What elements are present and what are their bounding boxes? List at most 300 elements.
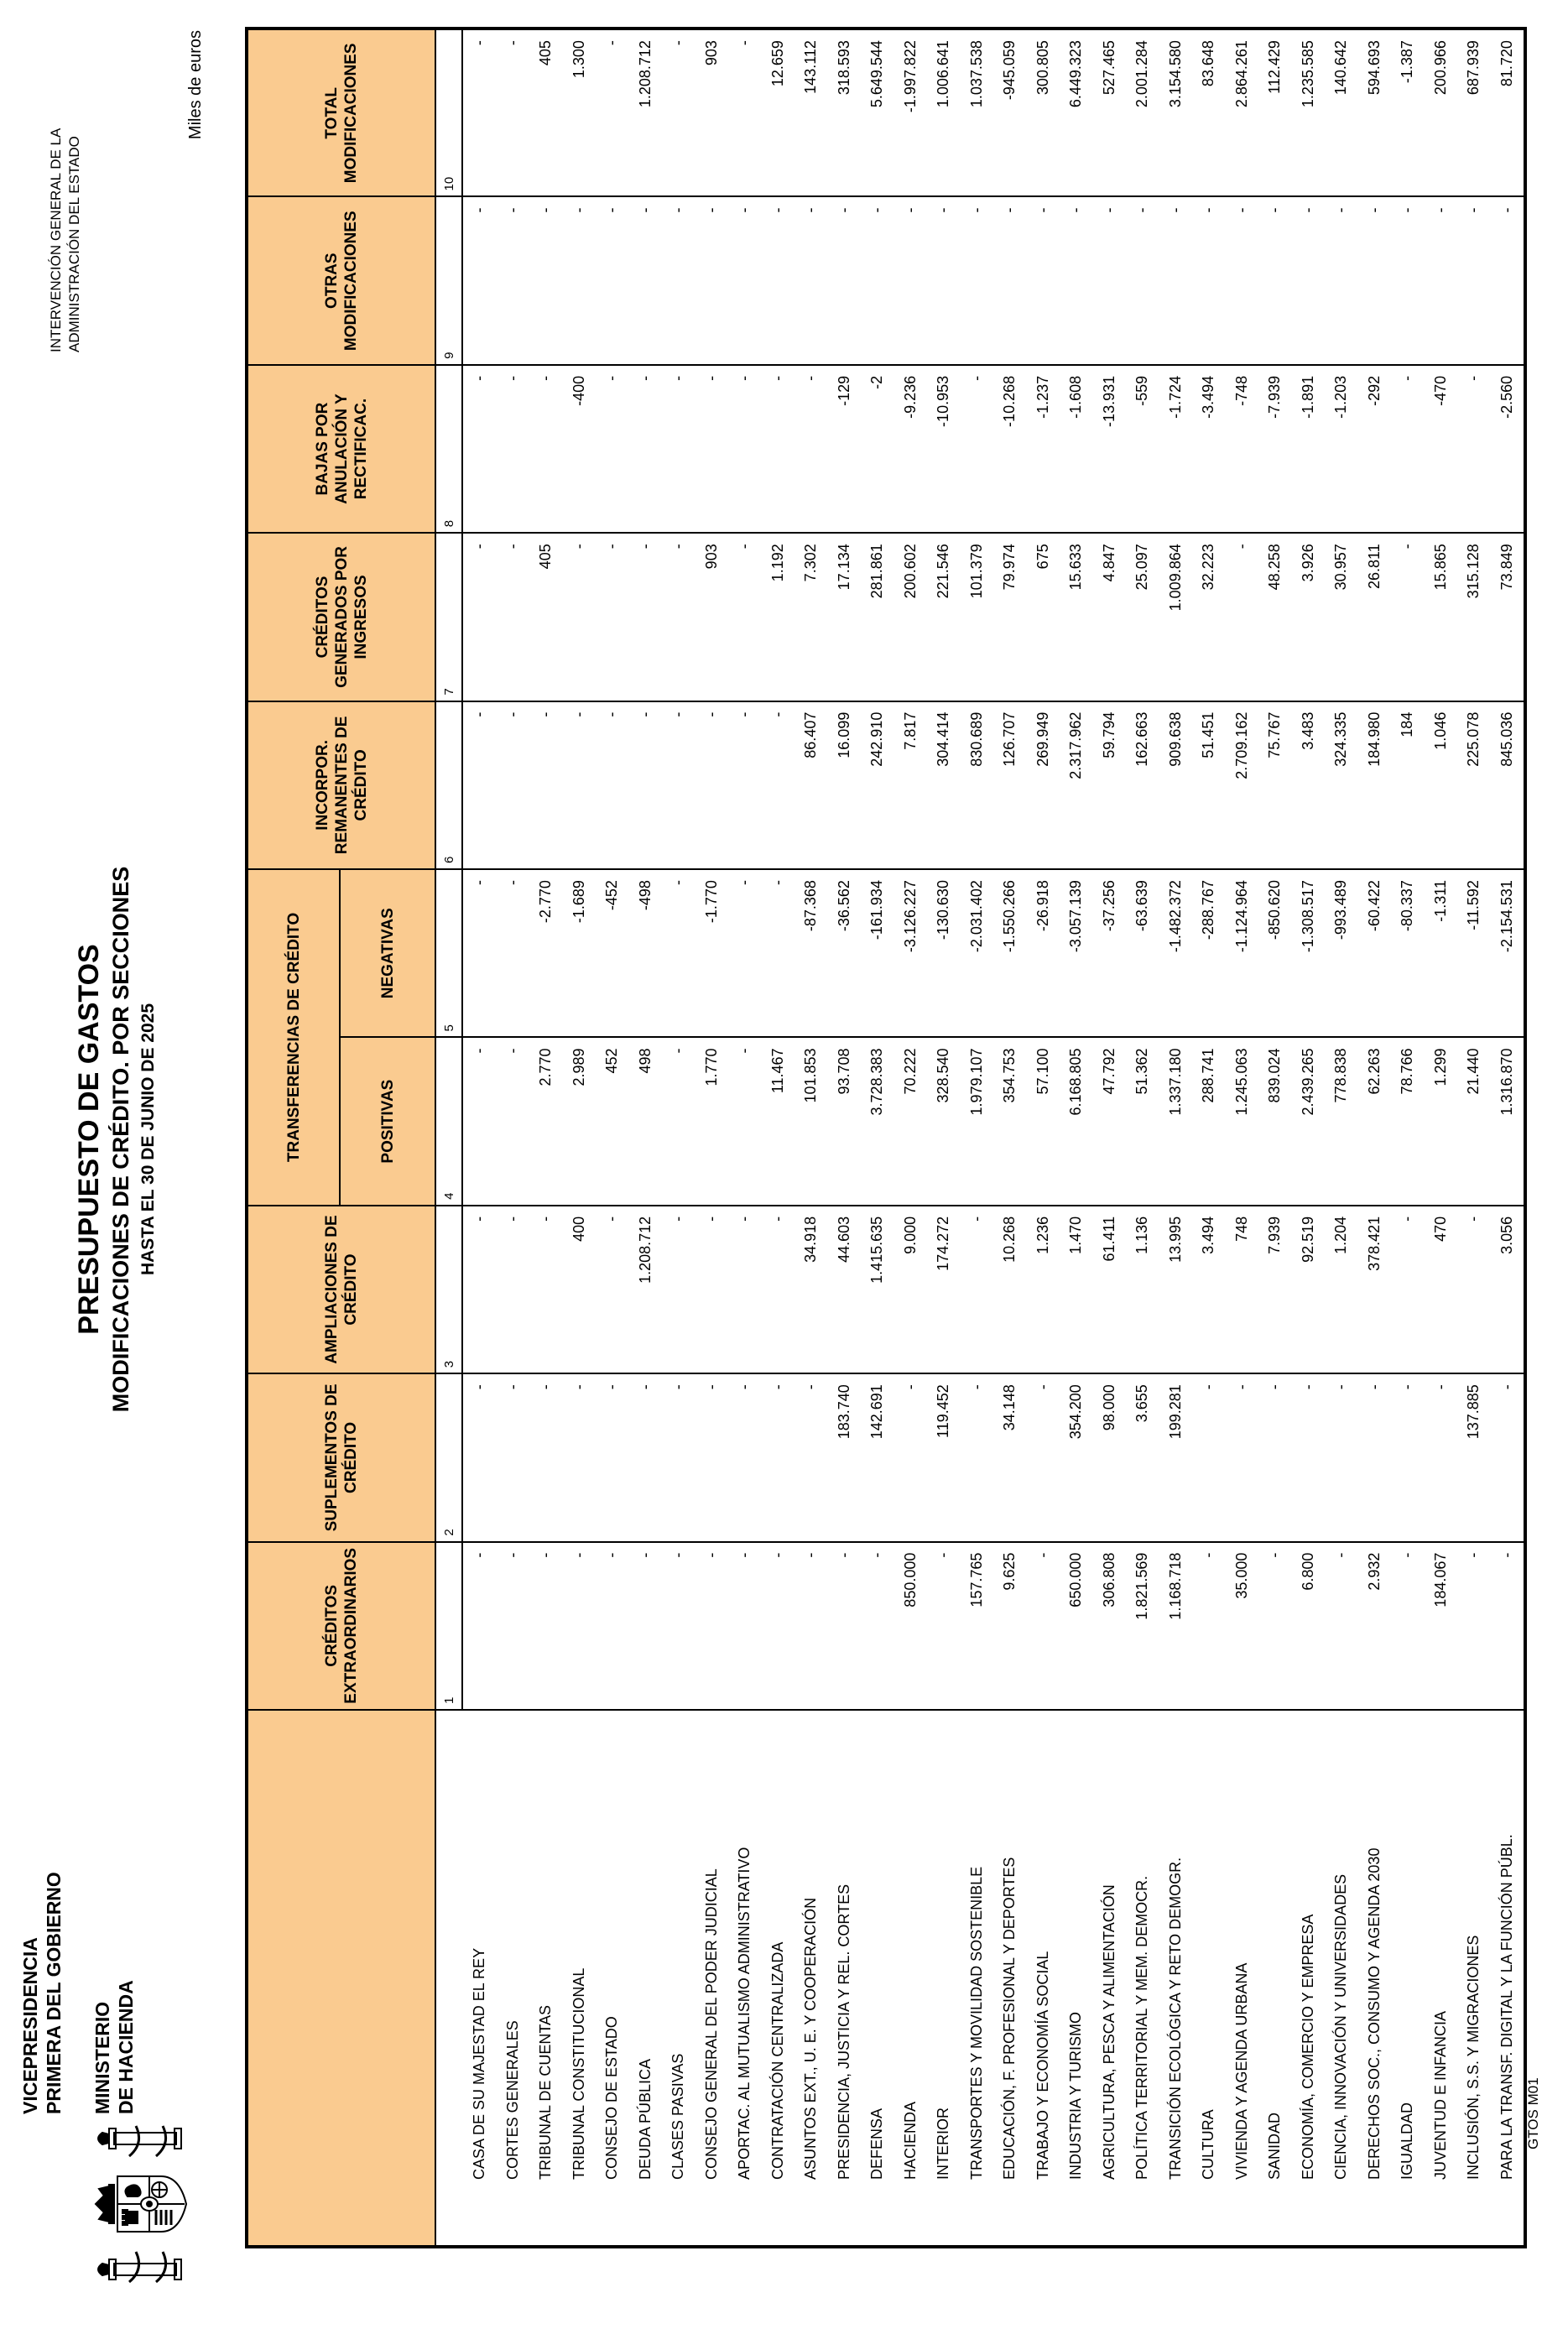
value-cell: 527.465 — [1093, 29, 1127, 196]
value-cell: 903 — [695, 29, 729, 196]
value-cell: 25.097 — [1126, 533, 1159, 701]
value-cell: -1.482.372 — [1159, 869, 1193, 1037]
column-number-blank — [435, 1710, 462, 2247]
value-cell: 1.470 — [1060, 1206, 1093, 1373]
table-row — [1258, 29, 1292, 2247]
value-cell: - — [1391, 365, 1425, 533]
value-cell: -13.931 — [1093, 365, 1127, 533]
value-cell: - — [462, 196, 497, 364]
value-cell: - — [695, 1206, 729, 1373]
value-cell: 328.540 — [927, 1037, 961, 1205]
table-row — [662, 29, 695, 2247]
value-cell: - — [1126, 196, 1159, 364]
table-row — [1159, 29, 1193, 2247]
value-cell: 850.000 — [894, 1542, 928, 1710]
column-number: 1 — [435, 1542, 462, 1710]
value-cell: 34.918 — [794, 1206, 828, 1373]
column-subheader: POSITIVAS — [340, 1037, 435, 1205]
section-label: APORTAC. AL MUTUALISMO ADMINISTRATIVO — [728, 1710, 762, 2247]
value-cell: 748 — [1226, 1206, 1259, 1373]
value-cell: - — [662, 869, 695, 1037]
column-header: INCORPOR. REMANENTES DE CRÉDITO — [247, 701, 435, 869]
value-cell: - — [1292, 196, 1326, 364]
value-cell: - — [1391, 196, 1425, 364]
value-cell: 47.792 — [1093, 1037, 1127, 1205]
value-cell: - — [794, 365, 828, 533]
value-cell: -129 — [828, 365, 862, 533]
value-cell: - — [794, 1373, 828, 1541]
value-cell: 378.421 — [1358, 1206, 1392, 1373]
value-cell: - — [1325, 1373, 1358, 1541]
value-cell: -10.953 — [927, 365, 961, 533]
value-cell: - — [497, 1373, 530, 1541]
value-cell: -1.308.517 — [1292, 869, 1326, 1037]
value-cell: - — [861, 1542, 894, 1710]
value-cell: 2.001.284 — [1126, 29, 1159, 196]
table-row — [993, 29, 1027, 2247]
table-row — [1126, 29, 1159, 2247]
value-cell: 1.299 — [1425, 1037, 1458, 1205]
table-row — [1226, 29, 1259, 2247]
column-number: 9 — [435, 196, 462, 364]
value-cell: - — [596, 365, 629, 533]
value-cell: 281.861 — [861, 533, 894, 701]
section-label: CONTRATACIÓN CENTRALIZADA — [762, 1710, 795, 2247]
value-cell: - — [563, 1373, 596, 1541]
value-cell: 184 — [1391, 701, 1425, 869]
table-row — [728, 29, 762, 2247]
value-cell: 57.100 — [1027, 1037, 1060, 1205]
value-cell: 184.980 — [1358, 701, 1392, 869]
value-cell: -1.203 — [1325, 365, 1358, 533]
value-cell: - — [1425, 196, 1458, 364]
value-cell: 157.765 — [961, 1542, 994, 1710]
value-cell: - — [695, 701, 729, 869]
value-cell: -748 — [1226, 365, 1259, 533]
value-cell: - — [497, 29, 530, 196]
value-cell: - — [1027, 1542, 1060, 1710]
value-cell: 225.078 — [1457, 701, 1491, 869]
value-cell: 306.808 — [1093, 1542, 1127, 1710]
value-cell: - — [728, 1542, 762, 1710]
value-cell: 9.000 — [894, 1206, 928, 1373]
value-cell: - — [529, 1542, 563, 1710]
value-cell: - — [529, 196, 563, 364]
value-cell: - — [529, 365, 563, 533]
ministry-line: VICEPRESIDENCIA — [19, 1937, 41, 2114]
section-label: IGUALDAD — [1391, 1710, 1425, 2247]
value-cell: 2.439.265 — [1292, 1037, 1326, 1205]
value-cell: - — [861, 196, 894, 364]
value-cell: - — [762, 1542, 795, 1710]
value-cell: 242.910 — [861, 701, 894, 869]
value-cell: - — [1226, 533, 1259, 701]
section-label: CULTURA — [1192, 1710, 1226, 2247]
value-cell: 7.817 — [894, 701, 928, 869]
table-row — [529, 29, 563, 2247]
value-cell: -1.124.964 — [1226, 869, 1259, 1037]
page-date-line: HASTA EL 30 DE JUNIO DE 2025 — [138, 1003, 158, 1276]
table-row — [1325, 29, 1358, 2247]
value-cell: -292 — [1358, 365, 1392, 533]
table-row — [1027, 29, 1060, 2247]
value-cell: - — [828, 1542, 862, 1710]
section-label: PRESIDENCIA, JUSTICIA Y REL. CORTES — [828, 1710, 862, 2247]
value-cell: 98.000 — [1093, 1373, 1127, 1541]
value-cell: -11.592 — [1457, 869, 1491, 1037]
value-cell: - — [1358, 196, 1392, 364]
value-cell: -288.767 — [1192, 869, 1226, 1037]
value-cell: 3.926 — [1292, 533, 1326, 701]
value-cell: - — [1258, 1542, 1292, 1710]
column-number: 4 — [435, 1037, 462, 1205]
value-cell: -3.126.227 — [894, 869, 928, 1037]
value-cell: -1.724 — [1159, 365, 1193, 533]
section-label: ECONOMÍA, COMERCIO Y EMPRESA — [1292, 1710, 1326, 2247]
value-cell: - — [1457, 1542, 1491, 1710]
column-number: 8 — [435, 365, 462, 533]
value-cell: 51.362 — [1126, 1037, 1159, 1205]
value-cell: -1.891 — [1292, 365, 1326, 533]
section-label: TRANSICIÓN ECOLÓGICA Y RETO DEMOGR. — [1159, 1710, 1193, 2247]
column-number: 10 — [435, 29, 462, 196]
value-cell: -559 — [1126, 365, 1159, 533]
value-cell: - — [1325, 1542, 1358, 1710]
value-cell: - — [695, 1373, 729, 1541]
value-cell: - — [662, 196, 695, 364]
value-cell: - — [1491, 196, 1526, 364]
value-cell: 778.838 — [1325, 1037, 1358, 1205]
value-cell: 1.236 — [1027, 1206, 1060, 1373]
budget-table — [245, 27, 1527, 2248]
column-header: CRÉDITOS GENERADOS POR INGRESOS — [247, 533, 435, 701]
value-cell: - — [762, 1373, 795, 1541]
column-group-header: TRANSFERENCIAS DE CRÉDITO — [247, 869, 340, 1206]
section-column-header — [247, 1710, 435, 2247]
value-cell: - — [529, 1206, 563, 1373]
value-cell: - — [961, 365, 994, 533]
value-cell: 909.638 — [1159, 701, 1193, 869]
value-cell: -161.934 — [861, 869, 894, 1037]
value-cell: - — [629, 1373, 663, 1541]
value-cell: - — [695, 1542, 729, 1710]
value-cell: - — [629, 196, 663, 364]
value-cell: -37.256 — [1093, 869, 1127, 1037]
value-cell: - — [662, 1037, 695, 1205]
value-cell: -1.237 — [1027, 365, 1060, 533]
table-row — [1093, 29, 1127, 2247]
value-cell: - — [596, 29, 629, 196]
value-cell: - — [728, 869, 762, 1037]
section-label: CIENCIA, INNOVACIÓN Y UNIVERSIDADES — [1325, 1710, 1358, 2247]
column-number: 2 — [435, 1373, 462, 1541]
value-cell: -26.918 — [1027, 869, 1060, 1037]
section-label: TRANSPORTES Y MOVILIDAD SOSTENIBLE — [961, 1710, 994, 2247]
value-cell: 839.024 — [1258, 1037, 1292, 1205]
table-row — [629, 29, 663, 2247]
value-cell: 48.258 — [1258, 533, 1292, 701]
value-cell: - — [927, 196, 961, 364]
value-cell: 93.708 — [828, 1037, 862, 1205]
value-cell: - — [1491, 1542, 1526, 1710]
value-cell: 101.853 — [794, 1037, 828, 1205]
value-cell: 354.753 — [993, 1037, 1027, 1205]
value-cell: -850.620 — [1258, 869, 1292, 1037]
value-cell: -7.939 — [1258, 365, 1292, 533]
value-cell: - — [961, 196, 994, 364]
table-row — [1358, 29, 1392, 2247]
value-cell: - — [1457, 1206, 1491, 1373]
value-cell: 73.849 — [1491, 533, 1526, 701]
value-cell: - — [1027, 1373, 1060, 1541]
value-cell: 269.949 — [1027, 701, 1060, 869]
value-cell: - — [728, 196, 762, 364]
value-cell: -1.387 — [1391, 29, 1425, 196]
value-cell: 1.235.585 — [1292, 29, 1326, 196]
table-row — [927, 29, 961, 2247]
value-cell: - — [1226, 196, 1259, 364]
value-cell: -2.560 — [1491, 365, 1526, 533]
value-cell: 1.770 — [695, 1037, 729, 1205]
value-cell: 6.800 — [1292, 1542, 1326, 1710]
value-cell: - — [497, 701, 530, 869]
table-row — [1060, 29, 1093, 2247]
value-cell: 81.720 — [1491, 29, 1526, 196]
value-cell: 32.223 — [1192, 533, 1226, 701]
value-cell: - — [1192, 1542, 1226, 1710]
value-cell: -80.337 — [1391, 869, 1425, 1037]
value-cell: 21.440 — [1457, 1037, 1491, 1205]
value-cell: 1.037.538 — [961, 29, 994, 196]
table-row — [894, 29, 928, 2247]
section-label: PARA LA TRANSF. DIGITAL Y LA FUNCIÓN PÚBL. — [1491, 1710, 1526, 2247]
value-cell: - — [762, 869, 795, 1037]
table-row — [1391, 29, 1425, 2247]
value-cell: - — [961, 1206, 994, 1373]
value-cell: 119.452 — [927, 1373, 961, 1541]
value-cell: - — [462, 1037, 497, 1205]
value-cell: - — [728, 365, 762, 533]
value-cell: - — [629, 701, 663, 869]
value-cell: 1.300 — [563, 29, 596, 196]
column-number: 7 — [435, 533, 462, 701]
value-cell: - — [462, 1373, 497, 1541]
value-cell: - — [662, 365, 695, 533]
value-cell: - — [762, 196, 795, 364]
section-label: ASUNTOS EXT., U. E. Y COOPERACIÓN — [794, 1710, 828, 2247]
value-cell: - — [662, 1206, 695, 1373]
value-cell: 2.317.962 — [1060, 701, 1093, 869]
section-label: DEUDA PÚBLICA — [629, 1710, 663, 2247]
value-cell: 59.794 — [1093, 701, 1127, 869]
value-cell: - — [1093, 196, 1127, 364]
value-cell: - — [894, 196, 928, 364]
value-cell: 62.263 — [1358, 1037, 1392, 1205]
section-label: SANIDAD — [1258, 1710, 1292, 2247]
value-cell: - — [794, 1542, 828, 1710]
value-cell: - — [462, 365, 497, 533]
title-block — [72, 0, 161, 2329]
section-label: JUVENTUD E INFANCIA — [1425, 1710, 1458, 2247]
value-cell: - — [497, 869, 530, 1037]
value-cell: - — [497, 365, 530, 533]
value-cell: - — [762, 1206, 795, 1373]
value-cell: - — [596, 196, 629, 364]
value-cell: 101.379 — [961, 533, 994, 701]
value-cell: - — [1391, 533, 1425, 701]
section-label: HACIENDA — [894, 1710, 928, 2247]
value-cell: - — [728, 1206, 762, 1373]
value-cell: - — [1425, 1373, 1458, 1541]
value-cell: -1.550.266 — [993, 869, 1027, 1037]
column-subheader: NEGATIVAS — [340, 869, 435, 1037]
value-cell: 675 — [1027, 533, 1060, 701]
column-header: SUPLEMENTOS DE CRÉDITO — [247, 1373, 435, 1541]
value-cell: 61.411 — [1093, 1206, 1127, 1373]
value-cell: 51.451 — [1192, 701, 1226, 869]
value-cell: 200.602 — [894, 533, 928, 701]
value-cell: 3.483 — [1292, 701, 1326, 869]
value-cell: -2.770 — [529, 869, 563, 1037]
value-cell: - — [728, 701, 762, 869]
value-cell: - — [728, 533, 762, 701]
value-cell: 78.766 — [1391, 1037, 1425, 1205]
value-cell: 1.979.107 — [961, 1037, 994, 1205]
value-cell: 44.603 — [828, 1206, 862, 1373]
value-cell: 6.449.323 — [1060, 29, 1093, 196]
value-cell: 162.663 — [1126, 701, 1159, 869]
budget-table-body — [462, 29, 1525, 2247]
value-cell: 184.067 — [1425, 1542, 1458, 1710]
value-cell: 5.649.544 — [861, 29, 894, 196]
value-cell: 221.546 — [927, 533, 961, 701]
value-cell: 35.000 — [1226, 1542, 1259, 1710]
value-cell: 183.740 — [828, 1373, 862, 1541]
value-cell: - — [462, 869, 497, 1037]
section-label: INDUSTRIA Y TURISMO — [1060, 1710, 1093, 2247]
table-row — [596, 29, 629, 2247]
value-cell: 26.811 — [1358, 533, 1392, 701]
value-cell: -36.562 — [828, 869, 862, 1037]
value-cell: -2 — [861, 365, 894, 533]
section-label: CONSEJO DE ESTADO — [596, 1710, 629, 2247]
value-cell: 315.128 — [1457, 533, 1491, 701]
value-cell: - — [695, 196, 729, 364]
value-cell: - — [1060, 196, 1093, 364]
table-row — [794, 29, 828, 2247]
value-cell: 405 — [529, 533, 563, 701]
value-cell: 142.691 — [861, 1373, 894, 1541]
table-row — [762, 29, 795, 2247]
value-cell: - — [662, 29, 695, 196]
value-cell: -9.236 — [894, 365, 928, 533]
value-cell: - — [497, 1037, 530, 1205]
value-cell: - — [497, 1206, 530, 1373]
value-cell: - — [662, 1373, 695, 1541]
value-cell: 650.000 — [1060, 1542, 1093, 1710]
value-cell: - — [1027, 196, 1060, 364]
value-cell: -1.311 — [1425, 869, 1458, 1037]
value-cell: 15.865 — [1425, 533, 1458, 701]
value-cell: - — [728, 1373, 762, 1541]
value-cell: 16.099 — [828, 701, 862, 869]
value-cell: - — [563, 701, 596, 869]
value-cell: - — [1292, 1373, 1326, 1541]
value-cell: 126.707 — [993, 701, 1027, 869]
section-label: DEFENSA — [861, 1710, 894, 2247]
value-cell: 75.767 — [1258, 701, 1292, 869]
value-cell: - — [1391, 1373, 1425, 1541]
value-cell: - — [1358, 1373, 1392, 1541]
value-cell: 2.709.162 — [1226, 701, 1259, 869]
value-cell: 112.429 — [1258, 29, 1292, 196]
value-cell: - — [662, 701, 695, 869]
value-cell: -498 — [629, 869, 663, 1037]
value-cell: - — [1325, 196, 1358, 364]
value-cell: - — [728, 29, 762, 196]
value-cell: 1.316.870 — [1491, 1037, 1526, 1205]
value-cell: - — [596, 1542, 629, 1710]
value-cell: 199.281 — [1159, 1373, 1193, 1541]
value-cell: - — [563, 533, 596, 701]
value-cell: -400 — [563, 365, 596, 533]
value-cell: 903 — [695, 533, 729, 701]
value-cell: 17.134 — [828, 533, 862, 701]
value-cell: - — [462, 701, 497, 869]
value-cell: - — [1491, 1373, 1526, 1541]
value-cell: - — [596, 701, 629, 869]
agency-line: ADMINISTRACIÓN DEL ESTADO — [66, 136, 82, 352]
value-cell: -993.489 — [1325, 869, 1358, 1037]
value-cell: 200.966 — [1425, 29, 1458, 196]
table-row — [1491, 29, 1526, 2247]
value-cell: - — [1391, 1542, 1425, 1710]
value-cell: -452 — [596, 869, 629, 1037]
value-cell: - — [462, 29, 497, 196]
units-note: Miles de euros — [186, 30, 205, 140]
value-cell: 143.112 — [794, 29, 828, 196]
value-cell: 3.728.383 — [861, 1037, 894, 1205]
value-cell: 79.974 — [993, 533, 1027, 701]
value-cell: 2.770 — [529, 1037, 563, 1205]
value-cell: - — [462, 1542, 497, 1710]
value-cell: -2.154.531 — [1491, 869, 1526, 1037]
ministry-line: DE HACIENDA — [115, 1980, 137, 2114]
table-row — [961, 29, 994, 2247]
value-cell: 687.939 — [1457, 29, 1491, 196]
value-cell: 594.693 — [1358, 29, 1392, 196]
value-cell: - — [762, 365, 795, 533]
value-cell: 10.268 — [993, 1206, 1027, 1373]
value-cell: - — [1159, 196, 1193, 364]
value-cell: - — [596, 1206, 629, 1373]
section-label: CASA DE SU MAJESTAD EL REY — [462, 1710, 497, 2247]
section-label: EDUCACIÓN, F. PROFESIONAL Y DEPORTES — [993, 1710, 1027, 2247]
value-cell: -1.770 — [695, 869, 729, 1037]
table-row — [1457, 29, 1491, 2247]
value-cell: - — [563, 196, 596, 364]
value-cell: - — [1391, 1206, 1425, 1373]
column-header: TOTAL MODIFICACIONES — [247, 29, 435, 196]
value-cell: -1.997.822 — [894, 29, 928, 196]
value-cell: 137.885 — [1457, 1373, 1491, 1541]
value-cell: -130.630 — [927, 869, 961, 1037]
section-label: TRIBUNAL CONSTITUCIONAL — [563, 1710, 596, 2247]
value-cell: 288.741 — [1192, 1037, 1226, 1205]
column-header: AMPLIACIONES DE CRÉDITO — [247, 1206, 435, 1373]
value-cell: 1.821.569 — [1126, 1542, 1159, 1710]
column-number: 5 — [435, 869, 462, 1037]
